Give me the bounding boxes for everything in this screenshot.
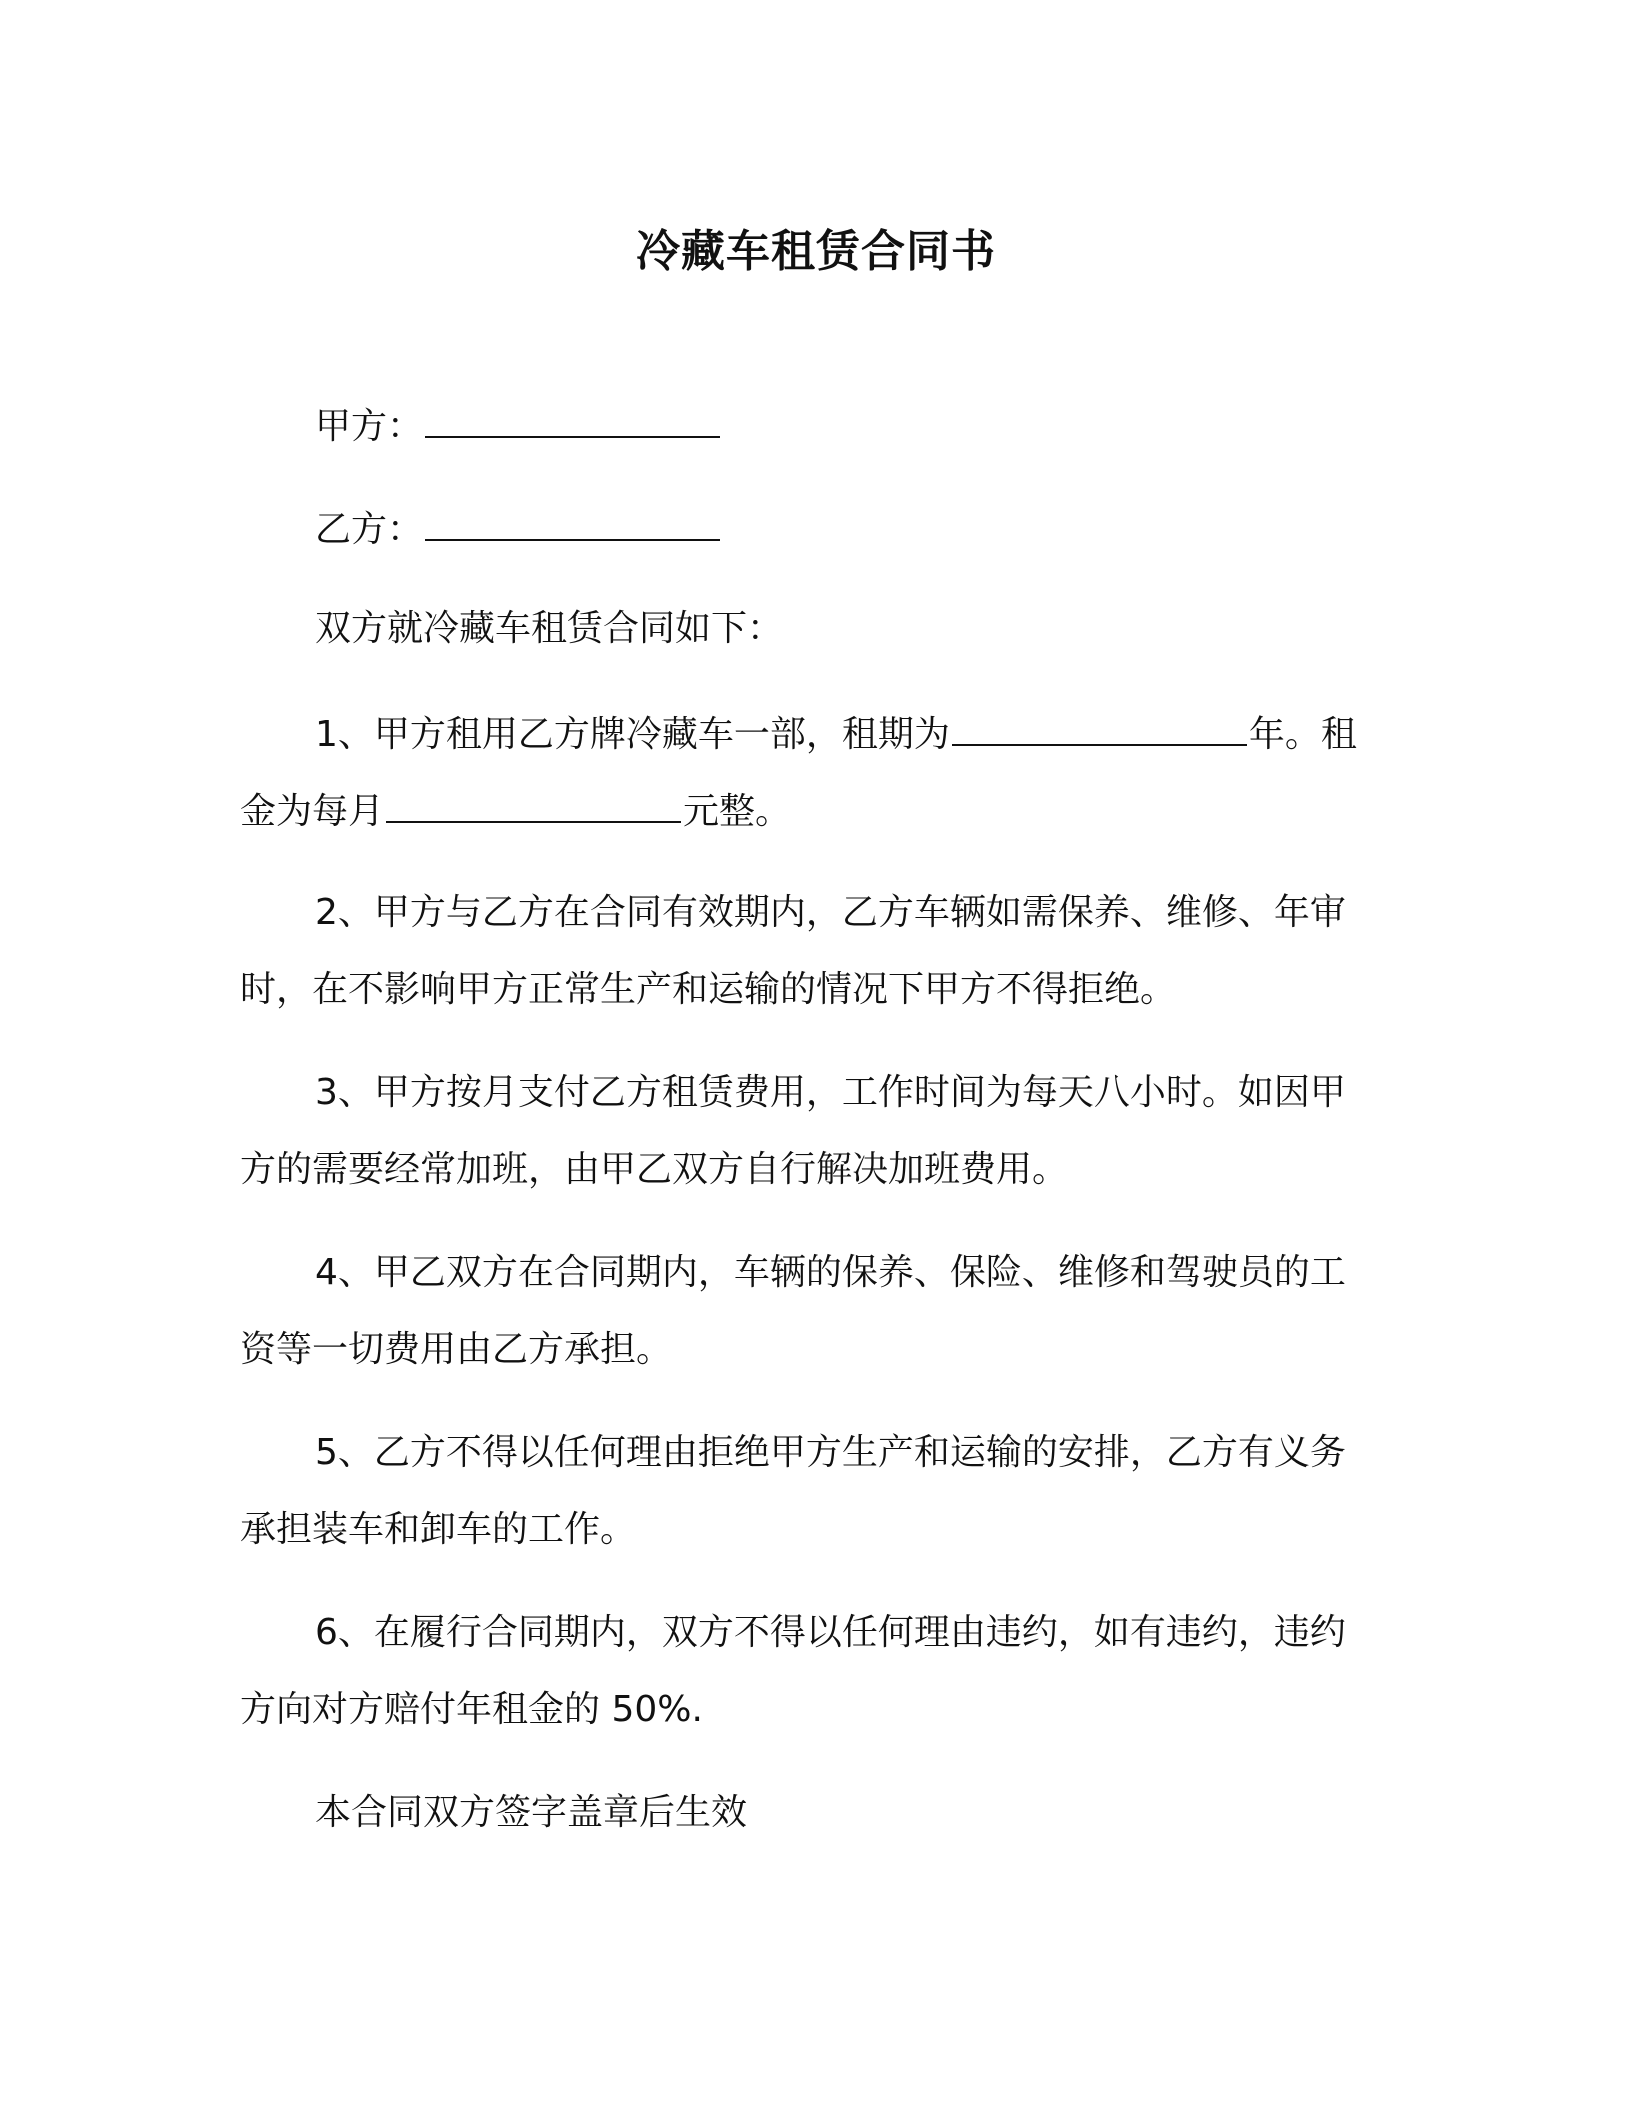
party-a-blank[interactable] bbox=[425, 400, 720, 438]
clause5-line2: 承担装车和卸车的工作。 bbox=[240, 1509, 637, 1550]
clause2-line2: 时，在不影响甲方正常生产和运输的情况下甲方不得拒绝。 bbox=[240, 969, 1177, 1010]
clause3-line1: 3、甲方按月支付乙方租赁费用，工作时间为每天八小时。如因甲 bbox=[315, 1072, 1346, 1113]
clause1-text-b: 年。租 bbox=[1248, 714, 1357, 755]
clause4-line2: 资等一切费用由乙方承担。 bbox=[240, 1329, 673, 1370]
party-a-line bbox=[315, 400, 1445, 452]
clause6-line1: 6、在履行合同期内，双方不得以任何理由违约，如有违约，违约 bbox=[315, 1612, 1346, 1653]
intro-line: 双方就冷藏车租赁合同如下： bbox=[315, 608, 784, 649]
clause1-line1 bbox=[315, 708, 1445, 760]
party-a-label: 甲方： bbox=[315, 406, 424, 447]
party-b-blank[interactable] bbox=[425, 503, 720, 541]
clause4-line1: 4、甲乙双方在合同期内，车辆的保养、保险、维修和驾驶员的工 bbox=[315, 1252, 1346, 1293]
clause1-text-a: 1、甲方租用乙方牌冷藏车一部，租期为 bbox=[315, 714, 950, 755]
clause1-text-c: 金为每月 bbox=[240, 791, 385, 832]
lease-term-blank[interactable] bbox=[952, 708, 1247, 746]
clause5-line1: 5、乙方不得以任何理由拒绝甲方生产和运输的安排，乙方有义务 bbox=[315, 1432, 1346, 1473]
clause6-line2: 方向对方赔付年租金的 50%. bbox=[240, 1689, 703, 1730]
clause1-line2 bbox=[240, 785, 1370, 837]
clause3-line2: 方的需要经常加班，由甲乙双方自行解决加班费用。 bbox=[240, 1149, 1069, 1190]
clause2-line1: 2、甲方与乙方在合同有效期内，乙方车辆如需保养、维修、年审 bbox=[315, 892, 1346, 933]
party-b-line bbox=[315, 503, 1445, 555]
monthly-rent-blank[interactable] bbox=[386, 785, 681, 823]
party-b-label: 乙方： bbox=[315, 509, 424, 550]
closing-line: 本合同双方签字盖章后生效 bbox=[315, 1792, 748, 1833]
clause1-text-d: 元整。 bbox=[683, 791, 792, 832]
document-title: 冷藏车租赁合同书 bbox=[636, 226, 996, 277]
